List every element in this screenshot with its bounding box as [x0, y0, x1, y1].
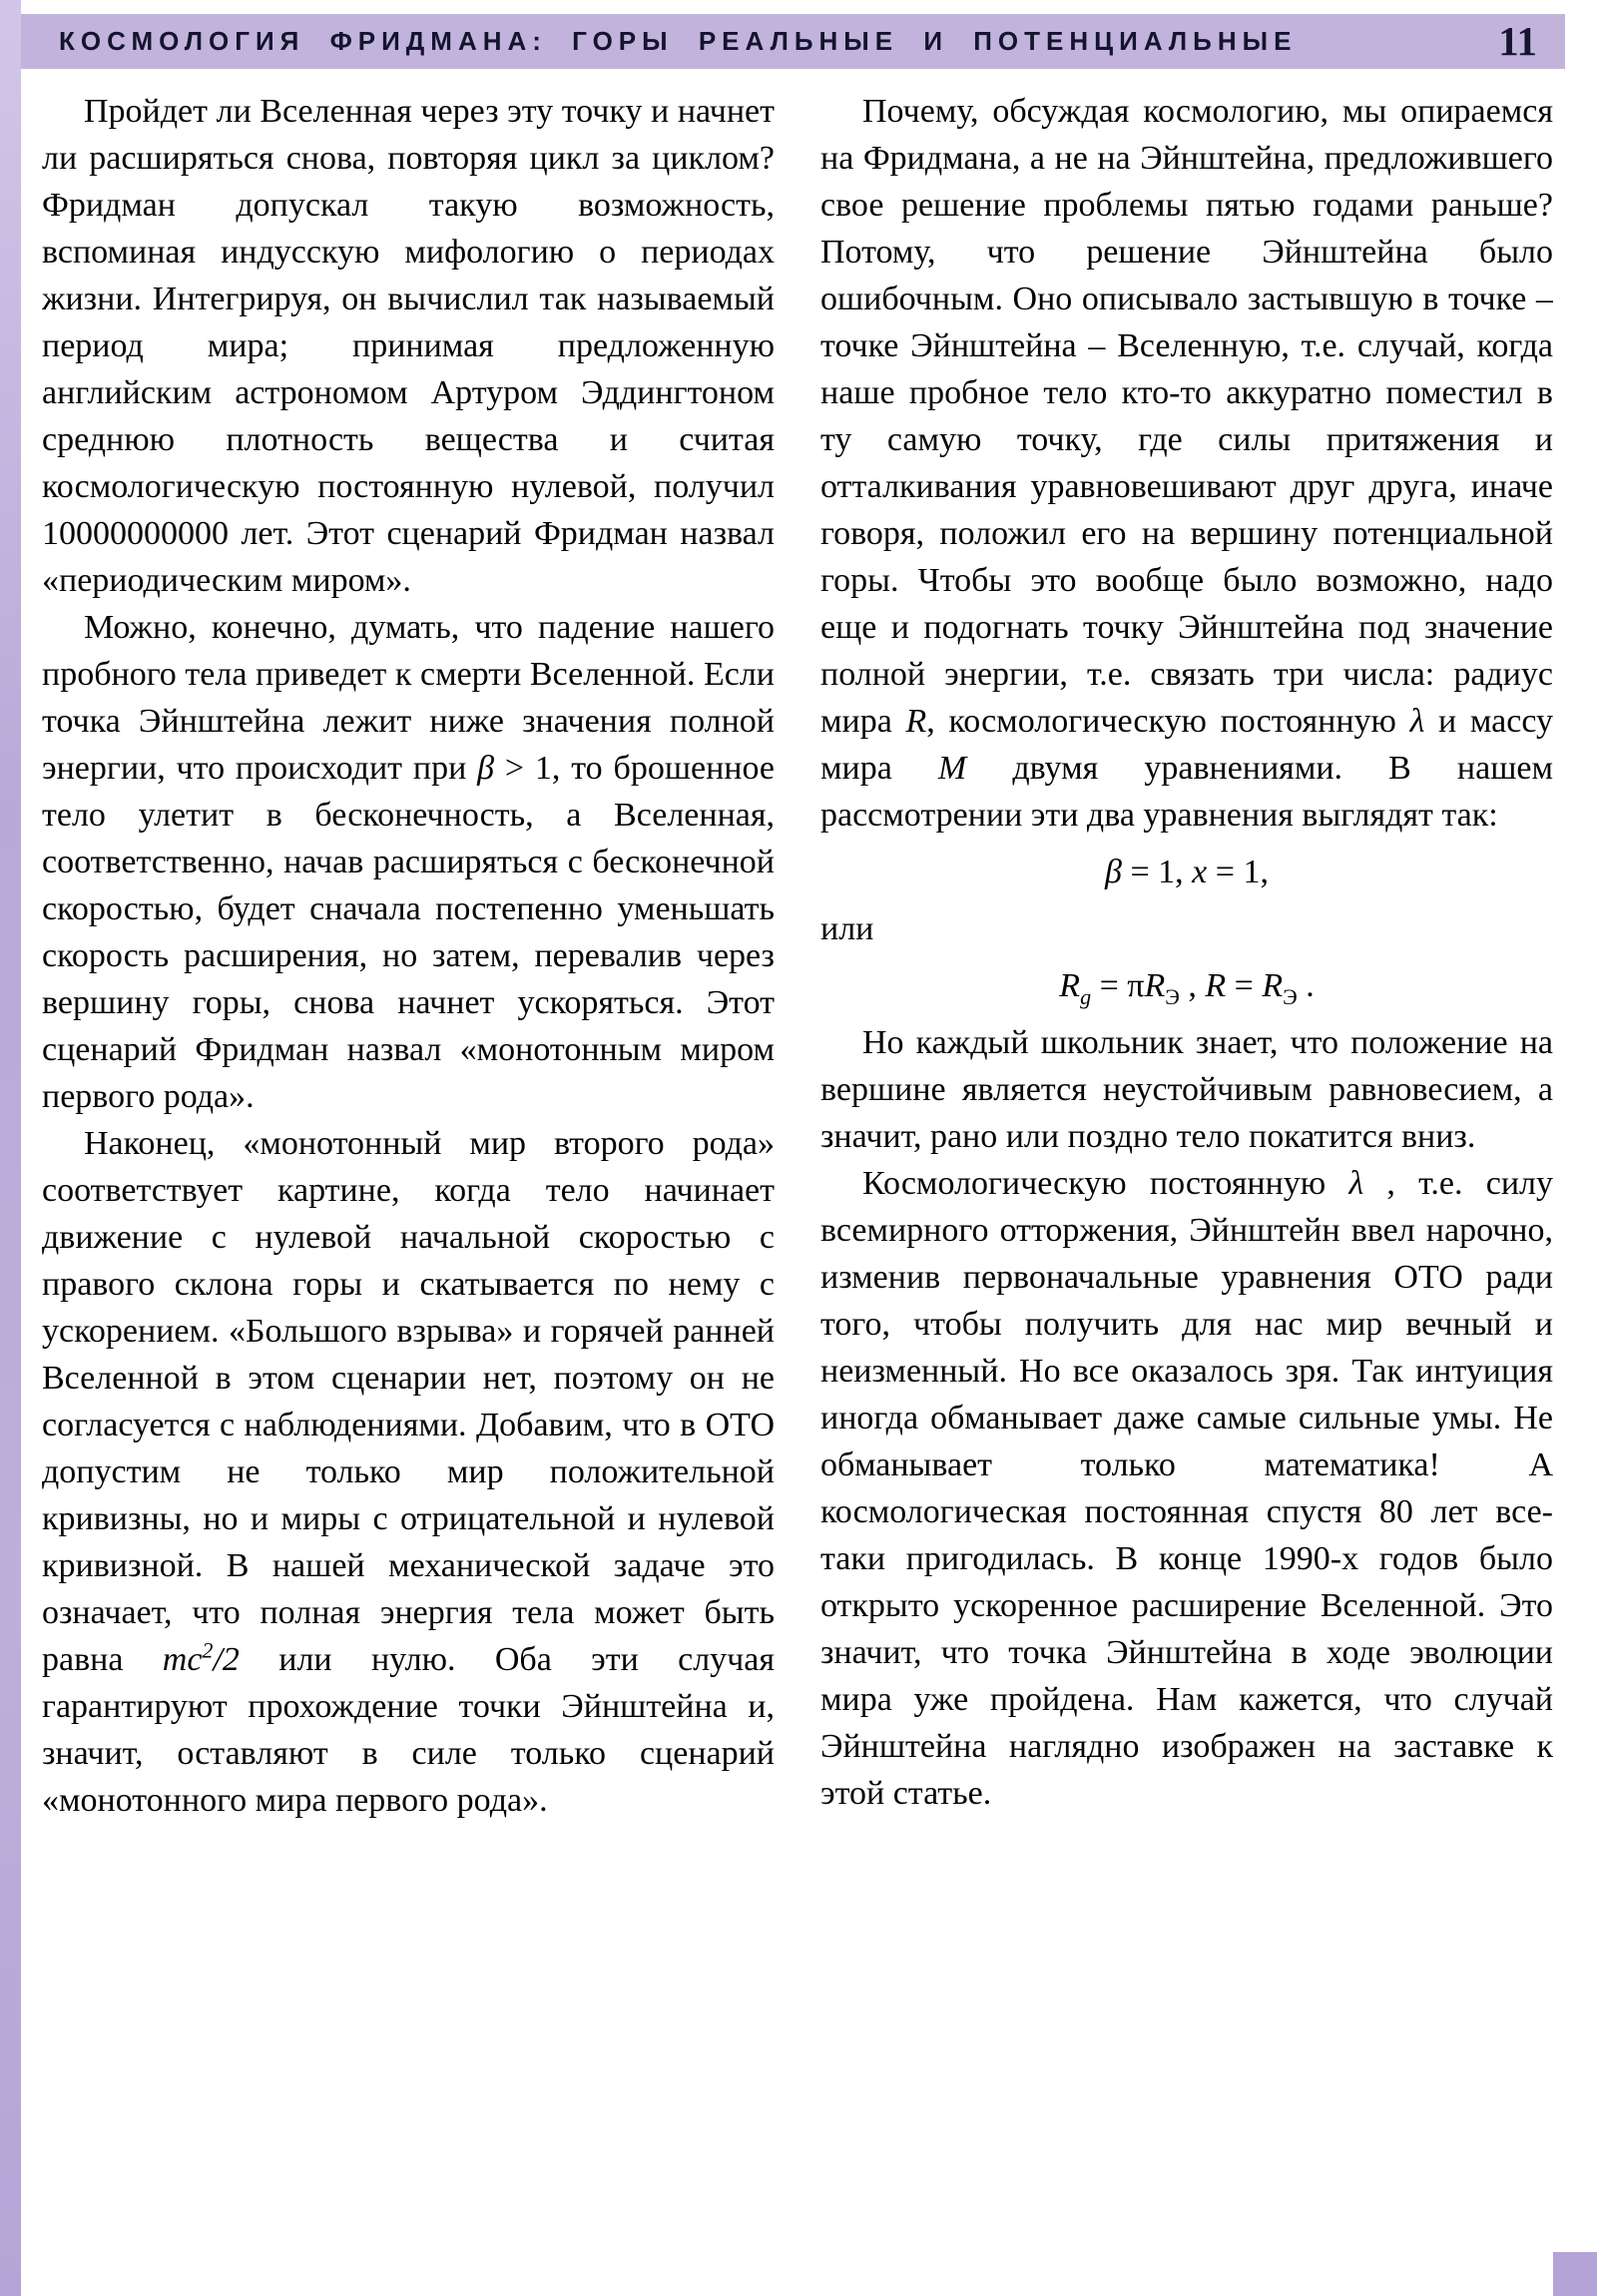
text-segment: /2: [213, 1641, 240, 1678]
left-edge-decoration: [0, 0, 21, 2296]
math-formula: [820, 962, 1553, 1009]
page-header: [21, 14, 1565, 69]
corner-decoration: [1553, 2252, 1597, 2296]
text-segment: ,: [1179, 967, 1206, 1004]
text-segment: двумя уравнениями. В нашем рассмотрении эти два уравнения выглядят так:: [820, 750, 1553, 834]
paragraph: [42, 604, 775, 1120]
math-formula: [820, 849, 1553, 895]
text-segment: или нулю. Оба эти случая гарантируют прохождение точки Эйнштейна и, значит, оставляют в силе только сценарий «монотонного мира первого рода».: [42, 1641, 775, 1819]
left-column: [42, 88, 775, 2290]
text-segment: β: [477, 750, 495, 787]
paragraph: [42, 1120, 775, 1824]
text-segment: и массу мира: [820, 703, 1553, 787]
text-segment: .: [1297, 967, 1315, 1004]
paragraph: [42, 88, 775, 604]
text-segment: R: [1059, 967, 1081, 1004]
text-segment: Почему, обсуждая космологию, мы опираемся на Фридмана, а не на Эйнштейна, предложившего свое решение проблемы пятью годами раньше? Потому, что решение Эйнштейна было ошибочным. Оно описывало застывшую в точке – точке Эйнштейна – Вселенную, т.е. случай, когда наше пробное тело кто-то аккуратно поместил в ту самую точку, где силы притяжения и отталкивания уравновешивают друг друга, иначе говоря, положил его на вершину потенциальной горы. Чтобы это вообще было возможно, надо еще и подогнать точку Эйнштейна под значение полной энергии, т.е. связать три числа: радиус мира: [820, 93, 1553, 740]
text-line: [820, 905, 1553, 952]
text-segment: λ: [1348, 1165, 1364, 1202]
text-segment: x: [1192, 854, 1208, 890]
article-body: [42, 88, 1553, 2290]
text-segment: g: [1080, 983, 1092, 1009]
paragraph: [820, 1019, 1553, 1160]
text-segment: λ: [1409, 703, 1425, 740]
text-segment: = 1,: [1121, 854, 1193, 890]
text-segment: M: [937, 750, 967, 787]
text-segment: или: [820, 910, 874, 947]
text-segment: 2: [202, 1637, 214, 1663]
page-number: 11: [1498, 18, 1537, 64]
text-segment: , космологическую постоянную: [926, 703, 1410, 740]
text-segment: = π: [1091, 967, 1145, 1004]
text-segment: Космологическую постоянную: [862, 1165, 1349, 1202]
text-segment: R: [1262, 967, 1284, 1004]
text-segment: , т.е. силу всемирного отторжения, Эйнштейн ввел нарочно, изменив первоначальные уравнения ОТО ради того, чтобы получить для нас мир вечный и неизменный. Но все оказалось зря. Так интуиция иногда обманывает даже самые сильные умы. Не обманывает только математика! А космологическая постоянная спустя 80 лет все-таки пригодилась. В конце 1990-х годов было открыто ускоренное расширение Вселенной. Это значит, что точка Эйнштейна в ходе эволюции мира уже пройдена. Нам кажется, что случай Эйнштейна наглядно изображен на заставке к этой статье.: [820, 1165, 1553, 1812]
text-segment: Но каждый школьник знает, что положение на вершине является неустойчивым равновесием, а значит, рано или поздно тело покатится вниз.: [820, 1024, 1553, 1155]
right-column: [820, 88, 1553, 2290]
text-segment: β: [1105, 854, 1122, 890]
paragraph: [820, 88, 1553, 839]
text-segment: R: [905, 703, 927, 740]
text-segment: = 1,: [1207, 854, 1269, 890]
text-segment: Э: [1165, 983, 1180, 1009]
text-segment: R: [1144, 967, 1166, 1004]
text-segment: R: [1205, 967, 1227, 1004]
text-segment: mc: [162, 1641, 203, 1678]
text-segment: =: [1226, 967, 1263, 1004]
text-segment: Наконец, «монотонный мир второго рода» соответствует картине, когда тело начинает движение с нулевой начальной скоростью с правого склона горы и скатывается по нему с ускорением. «Большого взрыва» и горячей ранней Вселенной в этом сценарии нет, поэтому он не согласуется с наблюдениями. Добавим, что в ОТО допустим не только мир положительной кривизны, но и миры с отрицательной и нулевой кривизной. В нашей механической задаче это означает, что полная энергия тела может быть равна: [42, 1125, 775, 1678]
text-segment: Пройдет ли Вселенная через эту точку и начнет ли расширяться снова, повторяя цикл за циклом? Фридман допускал такую возможность, вспоминая индусскую мифологию о периодах жизни. Интегрируя, он вычислил так называемый период мира; принимая предложенную английским астрономом Артуром Эддингтоном среднюю плотность вещества и считая космологическую постоянную нулевой, получил 10000000000 лет. Этот сценарий Фридман назвал «периодическим миром».: [42, 93, 775, 599]
text-segment: Можно, конечно, думать, что падение нашего пробного тела приведет к смерти Вселенной. Если точка Эйнштейна лежит ниже значения полной энергии, что происходит при: [42, 609, 775, 787]
article-running-title: КОСМОЛОГИЯ ФРИДМАНА: ГОРЫ РЕАЛЬНЫЕ И ПОТЕНЦИАЛЬНЫЕ: [59, 26, 1298, 56]
text-segment: Э: [1283, 983, 1298, 1009]
paragraph: [820, 1160, 1553, 1817]
text-segment: > 1, то брошенное тело улетит в бесконечность, а Вселенная, соответственно, начав расширяться с бесконечной скоростью, будет сначала постепенно уменьшать скорость расширения, но затем, перевалив через вершину горы, снова начнет ускоряться. Этот сценарий Фридман назвал «монотонным миром первого рода».: [42, 750, 775, 1115]
